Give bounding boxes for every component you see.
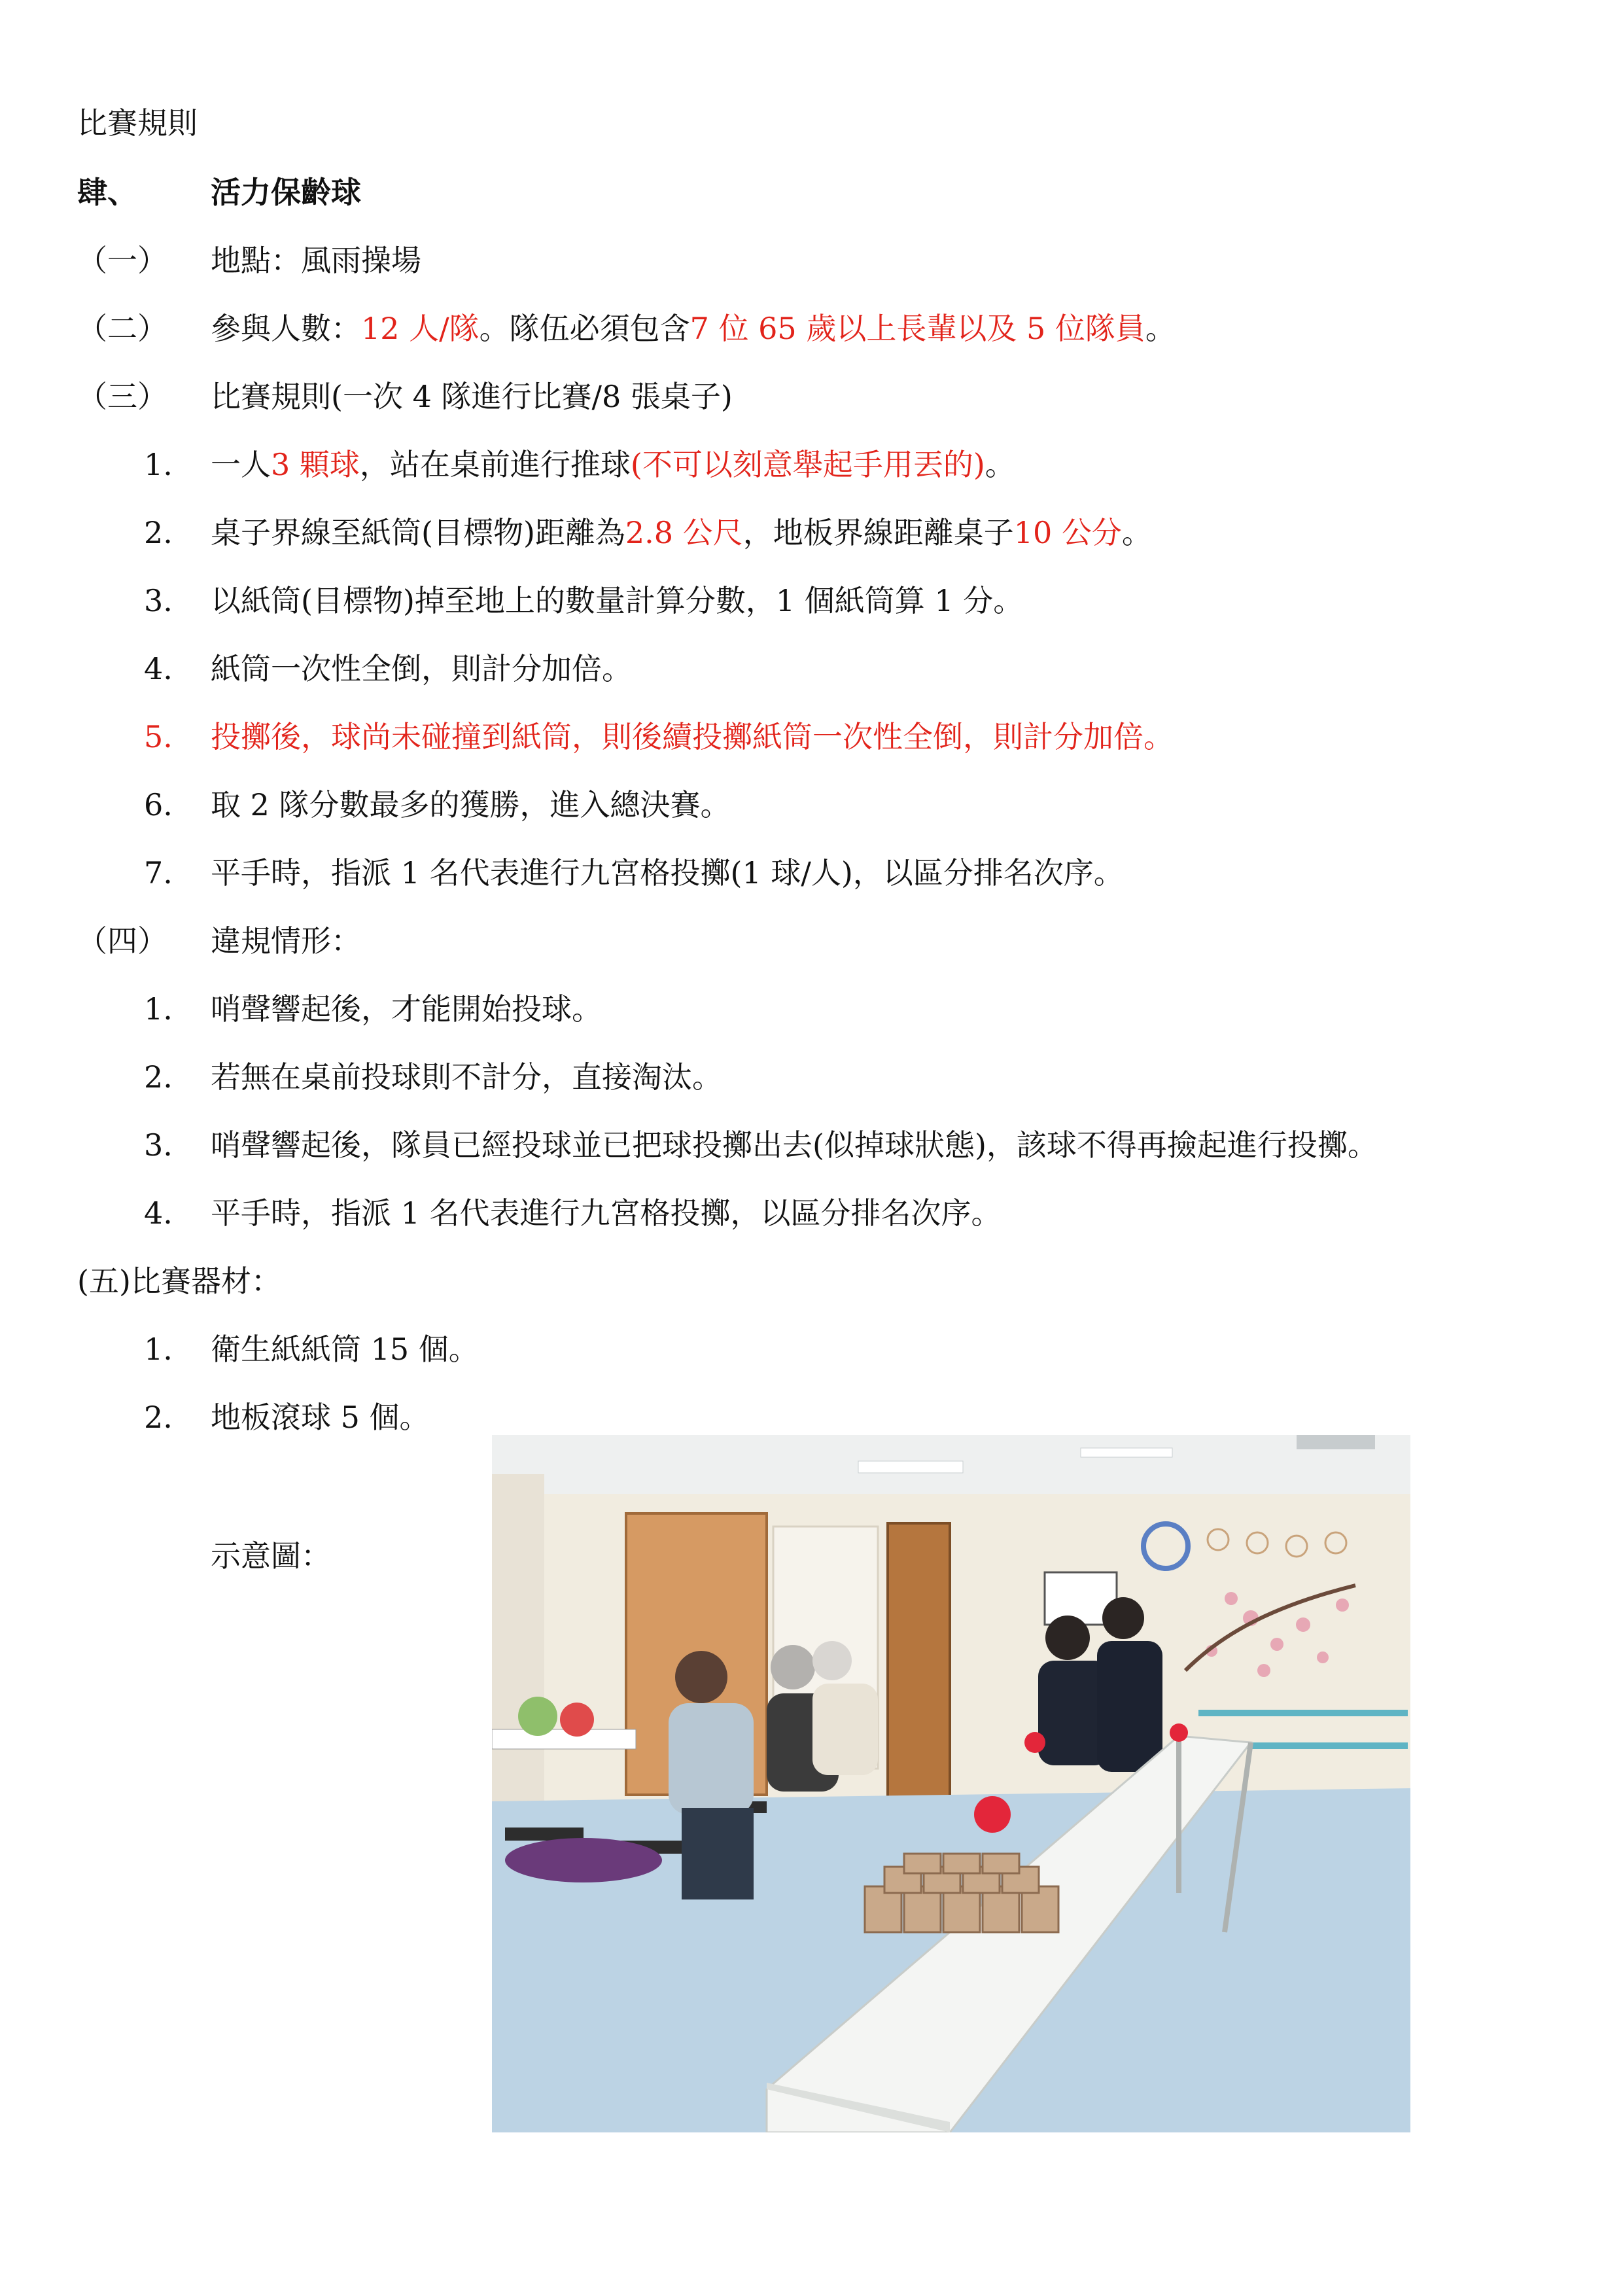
item-4-number: （四） bbox=[77, 923, 167, 959]
rule-7-text: 平手時，指派 1 名代表進行九宮格投擲(1 球/人)，以區分排名次序。 bbox=[211, 855, 1124, 891]
rule-2-part-e: 。 bbox=[1121, 515, 1152, 550]
rule-3-number: 3. bbox=[144, 583, 173, 618]
rule-3-text: 以紙筒(目標物)掉至地上的數量計算分數，1 個紙筒算 1 分。 bbox=[211, 583, 1024, 618]
violation-1-text: 哨聲響起後，才能開始投球。 bbox=[211, 991, 602, 1027]
section-title: 活力保齡球 bbox=[211, 175, 361, 210]
diagram-label: 示意圖： bbox=[211, 1538, 331, 1574]
rule-7-number: 7. bbox=[144, 855, 173, 891]
item-2-part-c: 。隊伍必須包含 bbox=[479, 311, 690, 346]
item-3-number: （三） bbox=[77, 379, 167, 414]
violation-3-text: 哨聲響起後，隊員已經投球並已把球投擲出去(似掉球狀態)，該球不得再撿起進行投擲。 bbox=[211, 1127, 1378, 1163]
rule-1-balls: 3 顆球 bbox=[271, 447, 360, 482]
violation-2-text: 若無在桌前投球則不計分，直接淘汰。 bbox=[211, 1059, 722, 1095]
rule-4-number: 4. bbox=[144, 651, 173, 686]
rule-1-warning: (不可以刻意舉起手用丟的) bbox=[630, 447, 985, 482]
rule-1-part-c: ，站在桌前進行推球 bbox=[359, 447, 631, 482]
rule-1-part-e: 。 bbox=[985, 447, 1015, 482]
equipment-2-text: 地板滾球 5 個。 bbox=[211, 1400, 430, 1435]
item-2-part-e: 。 bbox=[1145, 311, 1176, 346]
item-2-team-size: 12 人/隊 bbox=[361, 311, 480, 346]
equipment-1-number: 1. bbox=[144, 1332, 173, 1367]
item-2-text bbox=[211, 309, 1176, 348]
rule-1-part-a: 一人 bbox=[211, 447, 271, 482]
rule-2-part-c: ，地板界線距離桌子 bbox=[742, 515, 1014, 550]
violation-4-number: 4. bbox=[144, 1195, 173, 1231]
rule-2-text bbox=[211, 513, 1152, 552]
item-5-label: (五)比賽器材： bbox=[77, 1263, 281, 1299]
rule-4-text: 紙筒一次性全倒，則計分加倍。 bbox=[211, 651, 632, 686]
activity-photo bbox=[492, 1435, 1410, 2132]
rule-1-number: 1. bbox=[144, 447, 173, 482]
rule-1-text bbox=[211, 445, 1015, 484]
violation-2-number: 2. bbox=[144, 1059, 173, 1095]
item-1-text: 地點：風雨操場 bbox=[211, 243, 421, 278]
item-2-number: （二） bbox=[77, 311, 167, 346]
violation-1-number: 1. bbox=[144, 991, 173, 1027]
violation-3-number: 3. bbox=[144, 1127, 173, 1163]
violation-4-text: 平手時，指派 1 名代表進行九宮格投擲，以區分排名次序。 bbox=[211, 1195, 1002, 1231]
rule-5-text: 投擲後，球尚未碰撞到紙筒，則後續投擲紙筒一次性全倒，則計分加倍。 bbox=[211, 719, 1174, 754]
rule-6-text: 取 2 隊分數最多的獲勝，進入總決賽。 bbox=[211, 787, 731, 822]
section-number: 肆、 bbox=[77, 175, 137, 210]
equipment-1-text: 衛生紙紙筒 15 個。 bbox=[211, 1332, 479, 1367]
equipment-2-number: 2. bbox=[144, 1400, 173, 1435]
item-4-text: 違規情形： bbox=[211, 923, 361, 959]
rule-2-distance: 2.8 公尺 bbox=[625, 515, 743, 550]
rule-5-number: 5. bbox=[144, 719, 173, 754]
item-3-text: 比賽規則(一次 4 隊進行比賽/8 張桌子) bbox=[211, 379, 733, 414]
item-1-number: （一） bbox=[77, 243, 167, 278]
item-2-composition: 7 位 65 歲以上長輩以及 5 位隊員 bbox=[689, 311, 1145, 346]
doc-title: 比賽規則 bbox=[77, 105, 198, 141]
rule-2-number: 2. bbox=[144, 515, 173, 550]
rule-6-number: 6. bbox=[144, 787, 173, 822]
rule-2-part-a: 桌子界線至紙筒(目標物)距離為 bbox=[211, 515, 625, 550]
item-2-part-a: 參與人數： bbox=[211, 311, 361, 346]
rule-2-floor-distance: 10 公分 bbox=[1013, 515, 1122, 550]
